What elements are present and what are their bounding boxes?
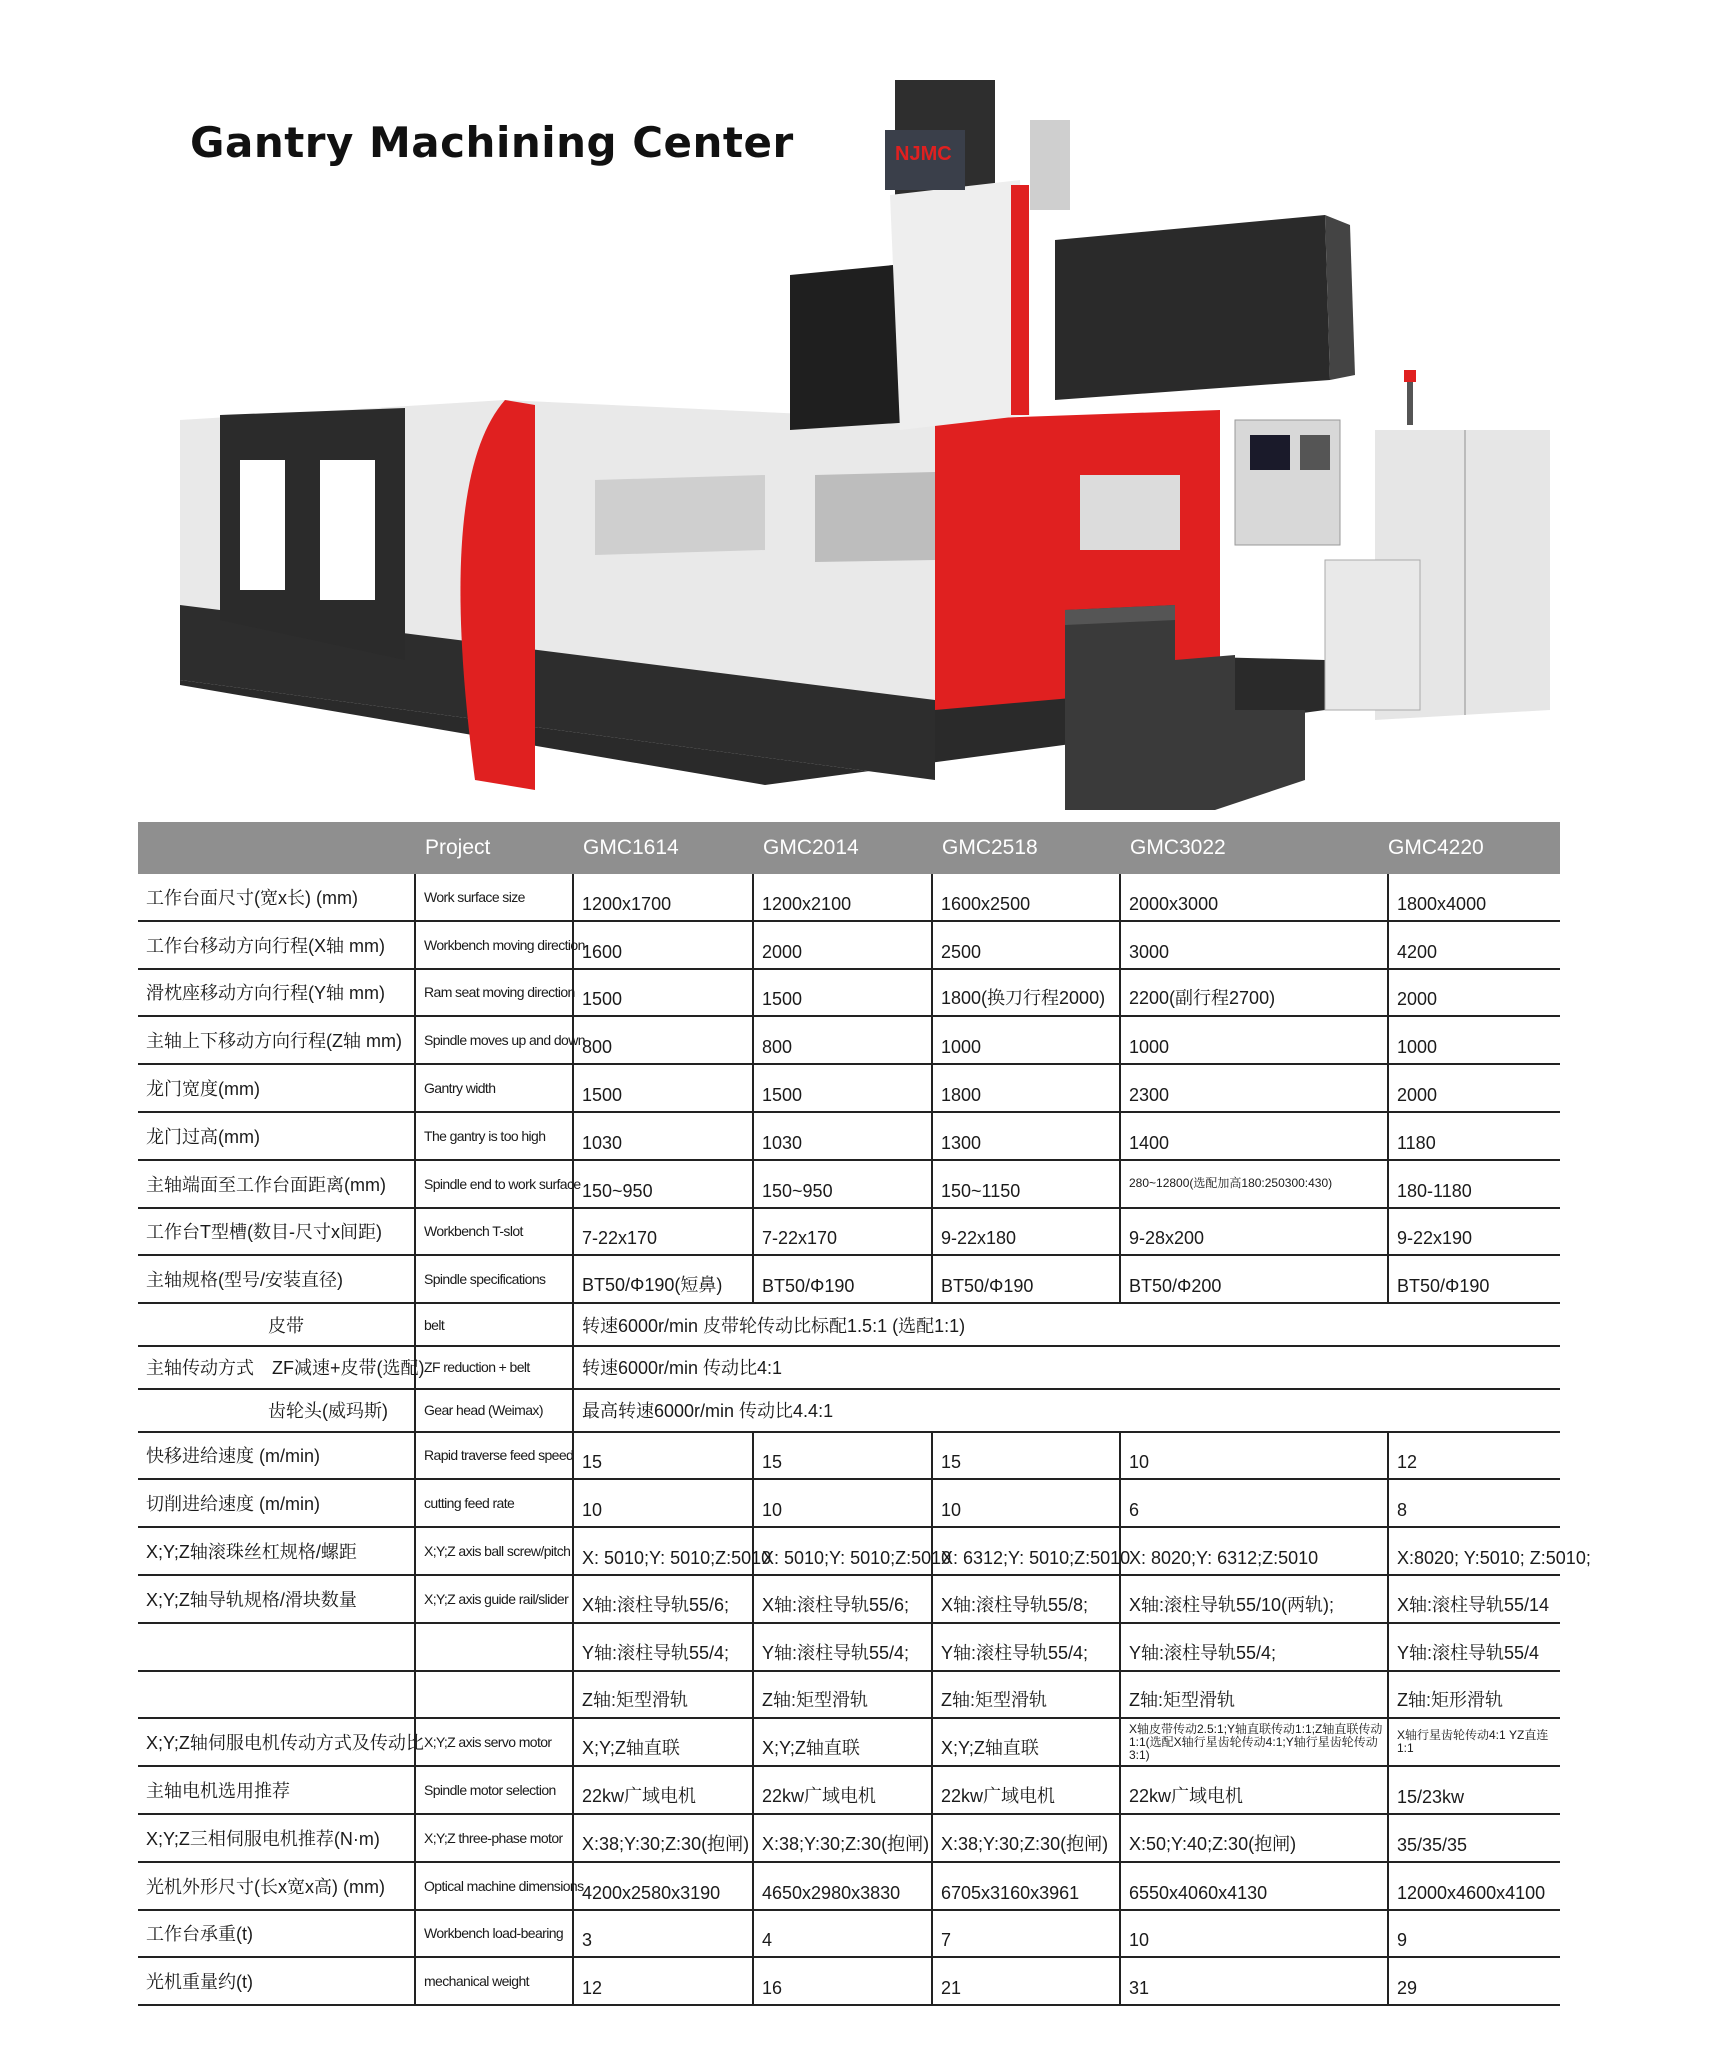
table-cell: 转速6000r/min 皮带轮传动比标配1.5:1 (选配1:1) [573,1303,1560,1346]
table-cell: 7-22x170 [573,1208,753,1256]
drive-option-label: ZF减速+皮带(选配) [272,1358,425,1379]
table-cell: X轴:滚柱导轨55/6; [753,1575,932,1623]
table-row [138,1718,1560,1766]
table-row [138,1160,1560,1208]
table-cell: 1600x2500 [932,874,1120,921]
table-row [138,1064,1560,1112]
svg-text:NJMC: NJMC [895,143,952,165]
table-row [138,1479,1560,1527]
table-cell: 12 [1388,1432,1560,1480]
drive-group-label: 主轴传动方式 [146,1358,254,1379]
table-row [138,1957,1560,2005]
table-row [138,1016,1560,1064]
row-label-en: Spindle motor selection [415,1766,573,1814]
row-label-cn: 工作台移动方向行程(X轴 mm) [138,921,415,969]
row-label-en: X;Y;Z axis servo motor [415,1718,573,1766]
table-cell: 1030 [753,1112,932,1160]
header-cell: GMC2014 [753,822,932,874]
row-label-cn: 齿轮头(威玛斯) [138,1389,415,1432]
table-cell: 6 [1120,1479,1388,1527]
table-cell: 3000 [1120,921,1388,969]
row-label-cn: 快移进给速度 (m/min) [138,1432,415,1480]
table-cell: 1000 [1388,1016,1560,1064]
table-cell: 4200 [1388,921,1560,969]
table-cell: X: 5010;Y: 5010;Z:5010 [753,1527,932,1575]
table-cell: 1500 [753,1064,932,1112]
table-row [138,1623,1560,1671]
row-label-cn: X;Y;Z轴伺服电机传动方式及传动比 [138,1718,415,1766]
table-cell: 7-22x170 [753,1208,932,1256]
table-cell: 22kw广域电机 [1120,1766,1388,1814]
row-label-en: Workbench T-slot [415,1208,573,1256]
row-label-en: belt [415,1303,573,1346]
table-cell: 29 [1388,1957,1560,2005]
table-cell: X轴:滚柱导轨55/6; [573,1575,753,1623]
row-label-cn: 龙门宽度(mm) [138,1064,415,1112]
row-label-cn: X;Y;Z轴滚珠丝杠规格/螺距 [138,1527,415,1575]
table-cell: 31 [1120,1957,1388,2005]
table-cell: 800 [573,1016,753,1064]
table-row [138,1575,1560,1623]
table-row [138,1766,1560,1814]
row-label-cn: 工作台T型槽(数目-尺寸x间距) [138,1208,415,1256]
table-cell: BT50/Φ200 [1120,1255,1388,1303]
table-cell: 12000x4600x4100 [1388,1862,1560,1910]
row-label-cn: 主轴规格(型号/安装直径) [138,1255,415,1303]
machine-illustration [175,20,1555,800]
table-cell: 2500 [932,921,1120,969]
row-label-en: Spindle moves up and down [415,1016,573,1064]
table-cell: X;Y;Z轴直联 [573,1718,753,1766]
table-cell: Z轴:矩型滑轨 [573,1671,753,1719]
table-cell: 3 [573,1910,753,1958]
table-cell: 22kw广域电机 [932,1766,1120,1814]
table-cell: 10 [573,1479,753,1527]
table-cell: 8 [1388,1479,1560,1527]
table-cell: Y轴:滚柱导轨55/4; [932,1623,1120,1671]
row-label-cn: 主轴上下移动方向行程(Z轴 mm) [138,1016,415,1064]
row-label-en: X;Y;Z axis ball screw/pitch [415,1527,573,1575]
row-label-en [415,1623,573,1671]
table-cell: 15 [573,1432,753,1480]
table-cell: 280~12800(选配加高180:250300:430) [1120,1160,1388,1208]
table-cell: BT50/Φ190(短鼻) [573,1255,753,1303]
row-label-cn: 皮带 [138,1303,415,1346]
row-label-cn [138,1671,415,1719]
table-cell: X:50;Y:40;Z:30(抱闸) [1120,1814,1388,1862]
table-cell: 180-1180 [1388,1160,1560,1208]
table-cell: X轴皮带传动2.5:1;Y轴直联传动1:1;Z轴直联传动1:1(选配X轴行星齿轮传动4:1;Y轴行星齿轮传动3:1) [1120,1718,1388,1766]
table-cell: 1600 [573,921,753,969]
page-title: Gantry Machining Center [190,118,794,167]
table-row [138,1303,1560,1346]
row-label-en: ZF reduction + belt [415,1346,573,1389]
table-header-row [138,822,1560,874]
table-cell: 16 [753,1957,932,2005]
table-cell: 800 [753,1016,932,1064]
table-cell: 2000x3000 [1120,874,1388,921]
row-label-cn: X;Y;Z轴导轨规格/滑块数量 [138,1575,415,1623]
table-cell: X: 6312;Y: 5010;Z:5010 [932,1527,1120,1575]
table-cell: 1500 [753,969,932,1017]
row-label-cn: 龙门过高(mm) [138,1112,415,1160]
table-cell: 1500 [573,1064,753,1112]
table-cell: 7 [932,1910,1120,1958]
table-cell: X: 8020;Y: 6312;Z:5010 [1120,1527,1388,1575]
row-label-en: Gear head (Weimax) [415,1389,573,1432]
table-cell: 15 [932,1432,1120,1480]
header-cell: GMC2518 [932,822,1120,874]
table-cell: 150~1150 [932,1160,1120,1208]
row-label-cn: 工作台承重(t) [138,1910,415,1958]
header-cell: Project [415,822,573,874]
table-cell: 15 [753,1432,932,1480]
header-cell: GMC1614 [573,822,753,874]
table-cell: X轴:滚柱导轨55/10(两轨); [1120,1575,1388,1623]
row-label-cn: 切削进给速度 (m/min) [138,1479,415,1527]
row-label-en: Gantry width [415,1064,573,1112]
row-label-en: mechanical weight [415,1957,573,2005]
table-cell: X: 5010;Y: 5010;Z:5010 [573,1527,753,1575]
table-cell: Y轴:滚柱导轨55/4; [1120,1623,1388,1671]
table-row [138,1208,1560,1256]
table-cell: 转速6000r/min 传动比4:1 [573,1346,1560,1389]
table-cell: 1300 [932,1112,1120,1160]
table-cell: 10 [1120,1910,1388,1958]
table-cell: Z轴:矩型滑轨 [932,1671,1120,1719]
table-cell: 1030 [573,1112,753,1160]
row-label-en: The gantry is too high [415,1112,573,1160]
table-cell: Z轴:矩型滑轨 [753,1671,932,1719]
table-cell: BT50/Φ190 [932,1255,1120,1303]
table-row [138,1814,1560,1862]
table-row [138,1255,1560,1303]
table-cell: 22kw广域电机 [753,1766,932,1814]
row-label-en: Spindle end to work surface [415,1160,573,1208]
row-label-en: Optical machine dimensions [415,1862,573,1910]
table-row [138,1389,1560,1432]
table-cell: 9-22x190 [1388,1208,1560,1256]
table-cell: 2000 [1388,1064,1560,1112]
table-cell: 6550x4060x4130 [1120,1862,1388,1910]
table-cell: 22kw广域电机 [573,1766,753,1814]
table-cell: 4200x2580x3190 [573,1862,753,1910]
table-row [138,1112,1560,1160]
table-cell: 12 [573,1957,753,2005]
header-cell [138,822,415,874]
header-cell: GMC4220 [1388,822,1560,874]
table-row [138,1432,1560,1480]
row-label-cn: 光机重量约(t) [138,1957,415,2005]
header-cell: GMC3022 [1120,822,1388,874]
row-label-en: Ram seat moving direction [415,969,573,1017]
row-label-cn: 主轴端面至工作台面距离(mm) [138,1160,415,1208]
table-cell: X;Y;Z轴直联 [753,1718,932,1766]
table-cell: X:38;Y:30;Z:30(抱闸) [573,1814,753,1862]
table-cell: 1000 [932,1016,1120,1064]
table-row [138,1910,1560,1958]
table-cell: 6705x3160x3961 [932,1862,1120,1910]
row-label-en [415,1671,573,1719]
row-label-en: Workbench load-bearing [415,1910,573,1958]
table-cell: 15/23kw [1388,1766,1560,1814]
table-cell: 9-22x180 [932,1208,1120,1256]
table-cell: 4 [753,1910,932,1958]
row-label-cn: 滑枕座移动方向行程(Y轴 mm) [138,969,415,1017]
row-label-cn: 主轴电机选用推荐 [138,1766,415,1814]
table-cell: 1180 [1388,1112,1560,1160]
table-cell: 1200x1700 [573,874,753,921]
table-cell: 1800x4000 [1388,874,1560,921]
table-cell: 10 [753,1479,932,1527]
table-cell: Z轴:矩型滑轨 [1120,1671,1388,1719]
row-label-en: Work surface size [415,874,573,921]
table-cell: 1800 [932,1064,1120,1112]
specification-table [138,822,1591,2006]
table-cell: 2200(副行程2700) [1120,969,1388,1017]
row-label-cn: 光机外形尺寸(长x宽x高) (mm) [138,1862,415,1910]
table-cell: 1500 [573,969,753,1017]
table-cell: 4650x2980x3830 [753,1862,932,1910]
table-row [138,1527,1560,1575]
table-cell: BT50/Φ190 [1388,1255,1560,1303]
table-cell: 21 [932,1957,1120,2005]
table-cell: X:38;Y:30;Z:30(抱闸) [932,1814,1120,1862]
row-label-cn: X;Y;Z三相伺服电机推荐(N·m) [138,1814,415,1862]
row-label-en: Rapid traverse feed speed [415,1432,573,1480]
table-cell: 1200x2100 [753,874,932,921]
table-cell: 150~950 [573,1160,753,1208]
table-cell: 1800(换刀行程2000) [932,969,1120,1017]
table-cell: X:8020; Y:5010; Z:5010; [1388,1527,1560,1575]
row-label-en: Workbench moving direction [415,921,573,969]
table-cell: X轴行星齿轮传动4:1 YZ直连1:1 [1388,1718,1560,1766]
table-cell: X;Y;Z轴直联 [932,1718,1120,1766]
table-cell: X轴:滚柱导轨55/8; [932,1575,1120,1623]
table-cell: 1000 [1120,1016,1388,1064]
table-cell: 最高转速6000r/min 传动比4.4:1 [573,1389,1560,1432]
table-cell: 10 [932,1479,1120,1527]
table-cell: 1400 [1120,1112,1388,1160]
table-row [138,969,1560,1017]
row-label-cn [138,1346,425,1389]
table-cell: 150~950 [753,1160,932,1208]
row-label-en: X;Y;Z axis guide rail/slider [415,1575,573,1623]
table-cell: 9 [1388,1910,1560,1958]
row-label-cn [138,1623,415,1671]
row-label-en: X;Y;Z three-phase motor [415,1814,573,1862]
table-cell: Y轴:滚柱导轨55/4; [573,1623,753,1671]
table-cell: 9-28x200 [1120,1208,1388,1256]
table-cell: Z轴:矩形滑轨 [1388,1671,1560,1719]
row-label-en: Spindle specifications [415,1255,573,1303]
table-cell: 35/35/35 [1388,1814,1560,1862]
row-label-en: cutting feed rate [415,1479,573,1527]
table-cell: 10 [1120,1432,1388,1480]
table-cell: BT50/Φ190 [753,1255,932,1303]
table-cell: 2000 [1388,969,1560,1017]
table-cell: 2000 [753,921,932,969]
table-cell: X轴:滚柱导轨55/14 [1388,1575,1560,1623]
table-cell: Y轴:滚柱导轨55/4; [753,1623,932,1671]
table-row [138,921,1560,969]
table-cell: 2300 [1120,1064,1388,1112]
table-cell: X:38;Y:30;Z:30(抱闸) [753,1814,932,1862]
table-row [138,1862,1560,1910]
table-row [138,1671,1560,1719]
table-cell: Y轴:滚柱导轨55/4 [1388,1623,1560,1671]
table-row [138,874,1560,921]
row-label-cn: 工作台面尺寸(宽x长) (mm) [138,874,415,921]
table-row [138,1346,1560,1389]
